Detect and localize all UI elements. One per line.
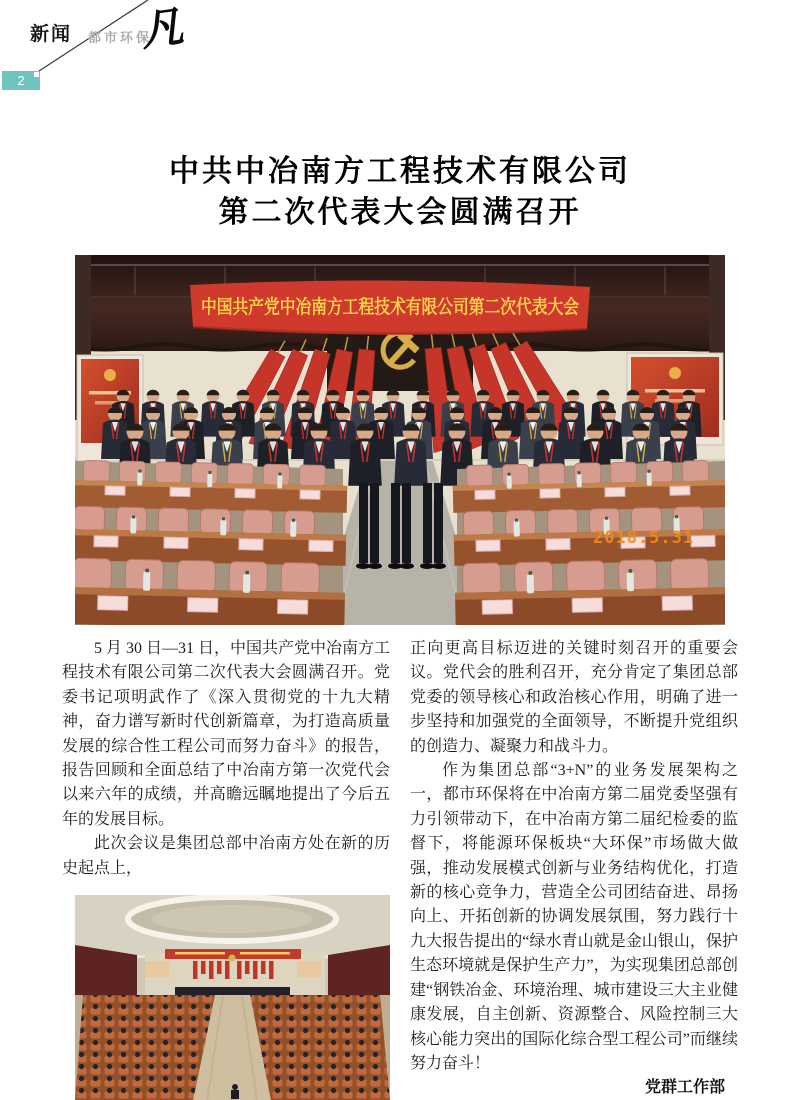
conference-banner <box>190 280 657 334</box>
audience-desks-left <box>75 460 348 625</box>
secondary-photo <box>75 895 390 1100</box>
article-body <box>62 637 738 1100</box>
column-right <box>410 637 738 1100</box>
audience-right <box>250 995 390 1100</box>
photo-banner-text: 中国共产党中冶南方工程技术有限公司第二次代表大会 <box>201 297 657 318</box>
section-label: 新闻 <box>30 24 73 45</box>
page-number-badge <box>2 71 40 90</box>
audience-left <box>75 995 215 1100</box>
paragraph-3: 作为集团总部“3+N”的业务发展架构之一，都市环保将在中冶南方第二届党委坚强有力引领带动下，在中冶南方第二届纪检委的监督下，将能源环保板块“大环保”市场做大做强，推动发展模式创新与业务结构优化，打造新的核心竞争力，营造全公司团结奋进、昂扬向上、开拓创新的协调发展氛围，努力践行十九大报告提出的“绿水青山就是金山银山，保护生态环境就是保护生产力”，为实现集团总部创建“钢铁冶金、环境治理、城市建设三大主业健康发展，自主创新、资源整合、风险控制三大核心能力突出的国际化综合型工程公司”而继续努力奋斗！ <box>410 762 738 1072</box>
masthead-title: 都市环保 <box>88 30 153 45</box>
page-number: 2 <box>17 73 25 88</box>
paragraph-2-right: 正向更高目标迈进的关键时刻召开的重要会议。党代会的胜利召开，充分肯定了集团总部党委的领导核心和政治核心作用，明确了进一步坚持和加强党的全面领导，不断提升党组织的创造力、凝聚力和战斗力。 <box>410 640 738 755</box>
photo-date-stamp: 2018.5.31 <box>593 528 695 548</box>
page-number-notch <box>34 72 39 77</box>
stage-emblem-icon <box>229 955 236 962</box>
paragraph-1: 5 月 30 日—31 日，中国共产党中冶南方工程技术有限公司第二次代表大会圆满召开。党委书记项明武作了《深入贯彻党的十九大精神，奋力谱写新时代创新篇章，为打造高质量发展的综合性工程公司而努力奋斗》的报告，报告回顾和全面总结了中冶南方第一次党代会以来六年的成绩，并高瞻远瞩地提出了今后五年的发展目标。 <box>62 640 391 828</box>
main-photo <box>75 255 725 625</box>
paragraph-2-left: 此次会议是集团总部中冶南方处在新的历史起点上， <box>62 835 390 877</box>
article-signature: 党群工作部 <box>644 1079 725 1097</box>
article-title <box>0 151 800 233</box>
column-left <box>62 637 390 1100</box>
article-title-line1: 中共中冶南方工程技术有限公司 <box>169 155 631 188</box>
article-title-line2: 第二次代表大会圆满召开 <box>218 196 582 229</box>
masthead-calligraphy-glyph: 凡 <box>138 4 187 56</box>
